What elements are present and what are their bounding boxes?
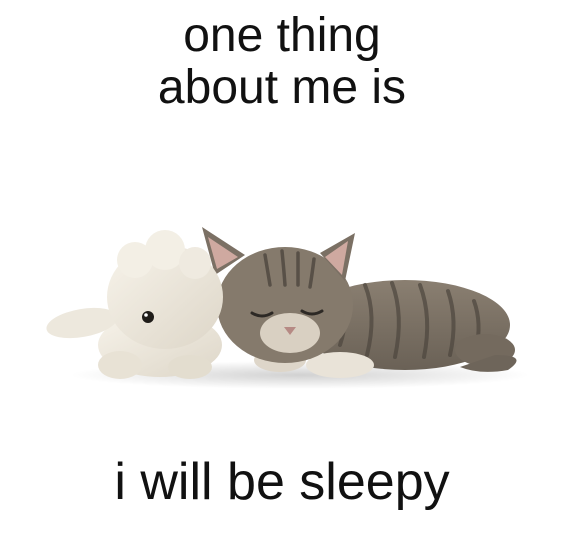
top-caption (0, 10, 564, 114)
kitten (202, 227, 516, 378)
top-caption-line-2: about me is (157, 61, 407, 114)
plush-lamb (44, 230, 223, 379)
sleeping-kitten-photo (40, 205, 530, 395)
plush-eye-icon (142, 311, 154, 323)
bottom-caption: i will be sleepy (114, 453, 450, 511)
top-caption-line-1: one thing (183, 9, 381, 62)
